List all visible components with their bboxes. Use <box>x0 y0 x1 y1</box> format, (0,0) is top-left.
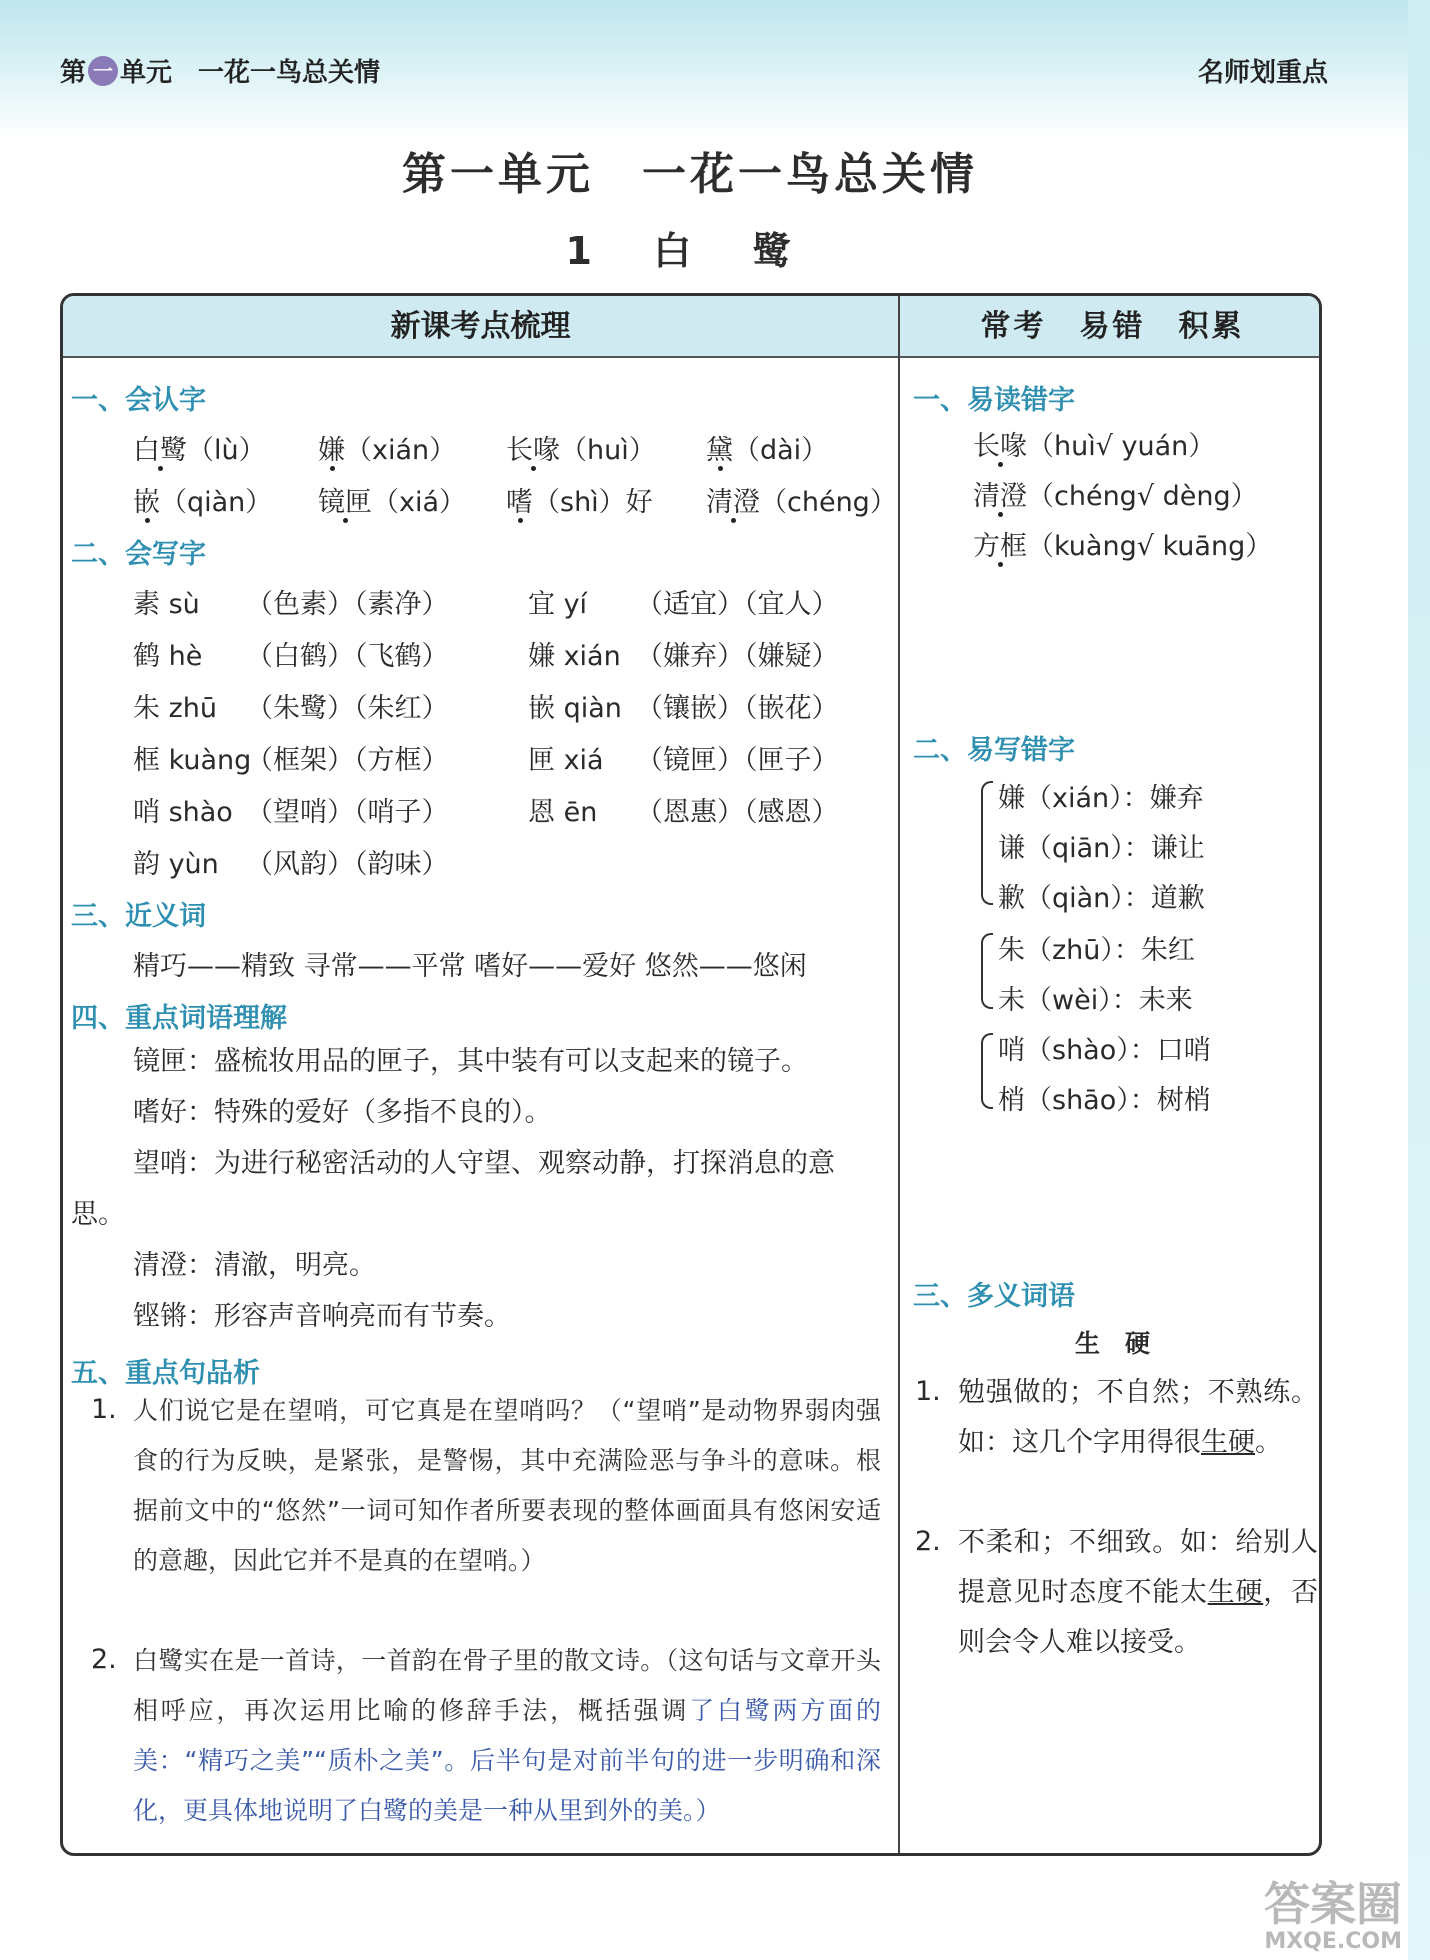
write-char-left: 朱 zhū <box>133 693 217 724</box>
recognize-char: 嵌 <box>133 487 160 518</box>
meaning-2-text: 不柔和；不细致。如：给别人提意见时态度不能太 <box>958 1527 1318 1608</box>
recognize-char-7 <box>506 480 653 519</box>
miswrite-item: 梢（shāo）：树梢 <box>998 1085 1211 1116</box>
meaning-number: 1. <box>915 1376 941 1407</box>
write-words-left: （风韵）（韵味） <box>246 849 449 880</box>
section-title-recognize: 一、会认字 <box>71 385 206 416</box>
write-words-left: （朱鹭）（朱红） <box>246 693 449 724</box>
recognize-pinyin: （dài） <box>733 435 829 466</box>
write-words-right: （适宜）（宜人） <box>636 589 839 620</box>
brace-group-1 <box>981 781 993 905</box>
write-char-right: 恩 ēn <box>528 797 598 828</box>
recognize-pinyin: （lù） <box>187 435 266 466</box>
misread-item <box>973 424 1215 463</box>
recognize-char-3 <box>506 428 656 467</box>
left-column-header: 新课考点梳理 <box>63 296 898 358</box>
meaning-2-end: ，否则会令人难以接受。 <box>958 1577 1318 1658</box>
watermark-logo-text: 答案圈 <box>1264 1877 1402 1931</box>
write-words-left: （望哨）（哨子） <box>246 797 449 828</box>
misread-pinyin: （huì√ yuán） <box>1027 431 1216 462</box>
recognize-pinyin: （xiá） <box>372 487 467 518</box>
write-words-left: （框架）（方框） <box>246 745 449 776</box>
right-edge-band <box>1408 0 1430 1960</box>
running-header-unit <box>60 52 380 89</box>
meaning-2 <box>958 1518 1318 1668</box>
right-column-header: 常考 易错 积累 <box>900 296 1322 358</box>
write-char-left: 框 kuàng <box>133 745 252 776</box>
unit-title: 第一单元 一花一鸟总关情 <box>402 149 978 200</box>
write-char-right: 匣 xiá <box>528 745 604 776</box>
meaning-1-end: 。 <box>1255 1427 1282 1458</box>
miswrite-item: 嫌（xián）：嫌弃 <box>998 783 1204 814</box>
column-divider <box>898 296 900 1853</box>
header-prefix: 第 <box>60 58 87 88</box>
section-title-key-words: 四、重点词语理解 <box>71 1003 287 1034</box>
write-words-right: （嫌弃）（嫌疑） <box>636 641 839 672</box>
recognize-pinyin: （chéng） <box>760 487 897 518</box>
write-words-left: （色素）（素净） <box>246 589 449 620</box>
write-char-left: 素 sù <box>133 589 200 620</box>
recognize-pinyin: （shì）好 <box>533 487 653 518</box>
watermark <box>1264 1879 1402 1954</box>
recognize-char-1 <box>133 428 266 467</box>
write-char-right: 嵌 qiàn <box>528 693 622 724</box>
misread-item <box>973 524 1272 563</box>
section-title-miswrite: 二、易写错字 <box>913 735 1075 766</box>
definition-shihao: 嗜好：特殊的爱好（多指不良的）。 <box>133 1097 552 1128</box>
recognize-pinyin: （huì） <box>560 435 656 466</box>
brace-group-3 <box>981 1033 993 1109</box>
watermark-url: MXQE.COM <box>1264 1929 1402 1954</box>
misread-word: 长喙 <box>973 431 1027 462</box>
misread-word: 清澄 <box>973 481 1027 512</box>
recognize-char: 镜匣 <box>318 487 372 518</box>
running-header-series: 名师划重点 <box>1197 58 1328 88</box>
brace-group-2 <box>981 933 993 1009</box>
definition-kengqiang: 铿锵：形容声音响亮而有节奏。 <box>133 1301 511 1332</box>
meaning-1 <box>958 1368 1318 1468</box>
recognize-char-8 <box>706 480 897 519</box>
write-words-left: （白鹤）（飞鹤） <box>246 641 449 672</box>
write-words-right: （镜匣）（匣子） <box>636 745 839 776</box>
recognize-pinyin: （qiàn） <box>160 487 273 518</box>
polysemy-word: 生 硬 <box>1074 1329 1150 1358</box>
write-words-right: （恩惠）（感恩） <box>636 797 839 828</box>
meaning-number: 2. <box>915 1526 941 1557</box>
misread-pinyin: （kuàng√ kuāng） <box>1027 531 1273 562</box>
section-title-misread: 一、易读错字 <box>913 385 1075 416</box>
analysis-item-1: 人们说它是在望哨，可它真是在望哨吗？（“望哨”是动物界弱肉强食的行为反映，是紧张，是警惕，其中充满险恶与争斗的意味。根据前文中的“悠然”一词可知作者所要表现的整体画面具有悠闲安适的意趣，因此它并不是真的在望哨。） <box>133 1396 881 1575</box>
write-words-right: （镶嵌）（嵌花） <box>636 693 839 724</box>
section-title-sentence-analysis: 五、重点句品析 <box>71 1358 260 1389</box>
meaning-1-example: 生硬 <box>1201 1427 1255 1458</box>
recognize-char-5 <box>133 480 272 519</box>
analysis-item-2 <box>133 1636 881 1836</box>
analysis-item-2-handwritten: 了白鹭两方面的美：“精巧之美”“质朴之美”。后半句是对前半句的进一步明确和深化，更具体地说明了白鹭的美是一种从里到外的美。） <box>133 1696 881 1825</box>
section-title-polysemy: 三、多义词语 <box>913 1281 1075 1312</box>
miswrite-item: 朱（zhū）：朱红 <box>998 935 1195 966</box>
recognize-char-4 <box>706 428 828 467</box>
analysis-item-2-printed: 白鹭实在是一首诗，一首韵在骨子里的散文诗。（这句话与文章开头相呼应，再次运用比喻的修辞手法，概括强调 <box>133 1646 881 1725</box>
miswrite-item: 谦（qiān）：谦让 <box>998 833 1205 864</box>
content-frame <box>60 293 1322 1856</box>
misread-word: 方框 <box>973 531 1027 562</box>
section-title-write: 二、会写字 <box>71 539 206 570</box>
header-suffix: 单元 一花一鸟总关情 <box>120 58 381 88</box>
write-char-left: 哨 shào <box>133 797 233 828</box>
definition-jingxia: 镜匣：盛梳妆用品的匣子，其中装有可以支起来的镜子。 <box>133 1046 808 1077</box>
write-char-left: 韵 yùn <box>133 849 219 880</box>
recognize-char: 白鹭 <box>133 435 187 466</box>
recognize-char: 黛 <box>706 435 733 466</box>
recognize-char: 清澄 <box>706 487 760 518</box>
meaning-2-example: 生硬 <box>1207 1577 1264 1608</box>
analysis-number: 1. <box>91 1394 117 1425</box>
write-char-left: 鹤 hè <box>133 641 203 672</box>
section-title-synonyms: 三、近义词 <box>71 901 206 932</box>
unit-number-badge: 一 <box>88 56 118 86</box>
recognize-char: 长喙 <box>506 435 560 466</box>
recognize-char: 嫌 <box>318 435 345 466</box>
definition-wangshao: 望哨：为进行秘密活动的人守望、观察动静，打探消息的意思。 <box>71 1148 835 1230</box>
misread-item <box>973 474 1258 513</box>
analysis-number: 2. <box>91 1644 117 1675</box>
recognize-char-6 <box>318 480 466 519</box>
miswrite-item: 哨（shào）：口哨 <box>998 1035 1211 1066</box>
write-char-right: 嫌 xián <box>528 641 621 672</box>
misread-pinyin: （chéng√ dèng） <box>1027 481 1258 512</box>
recognize-char: 嗜 <box>506 487 533 518</box>
write-char-right: 宜 yí <box>528 589 588 620</box>
recognize-char-2 <box>318 428 456 467</box>
miswrite-item: 歉（qiàn）：道歉 <box>998 883 1205 914</box>
recognize-pinyin: （xián） <box>345 435 457 466</box>
meaning-1-text: 勉强做的；不自然；不熟练。如：这几个字用得很 <box>958 1377 1318 1458</box>
lesson-title: 1 白 鹭 <box>565 229 815 273</box>
miswrite-item: 未（wèi）：未来 <box>998 985 1193 1016</box>
synonym-list: 精巧——精致 寻常——平常 嗜好——爱好 悠然——悠闲 <box>133 951 807 982</box>
definition-qingcheng: 清澄：清澈，明亮。 <box>133 1250 376 1281</box>
